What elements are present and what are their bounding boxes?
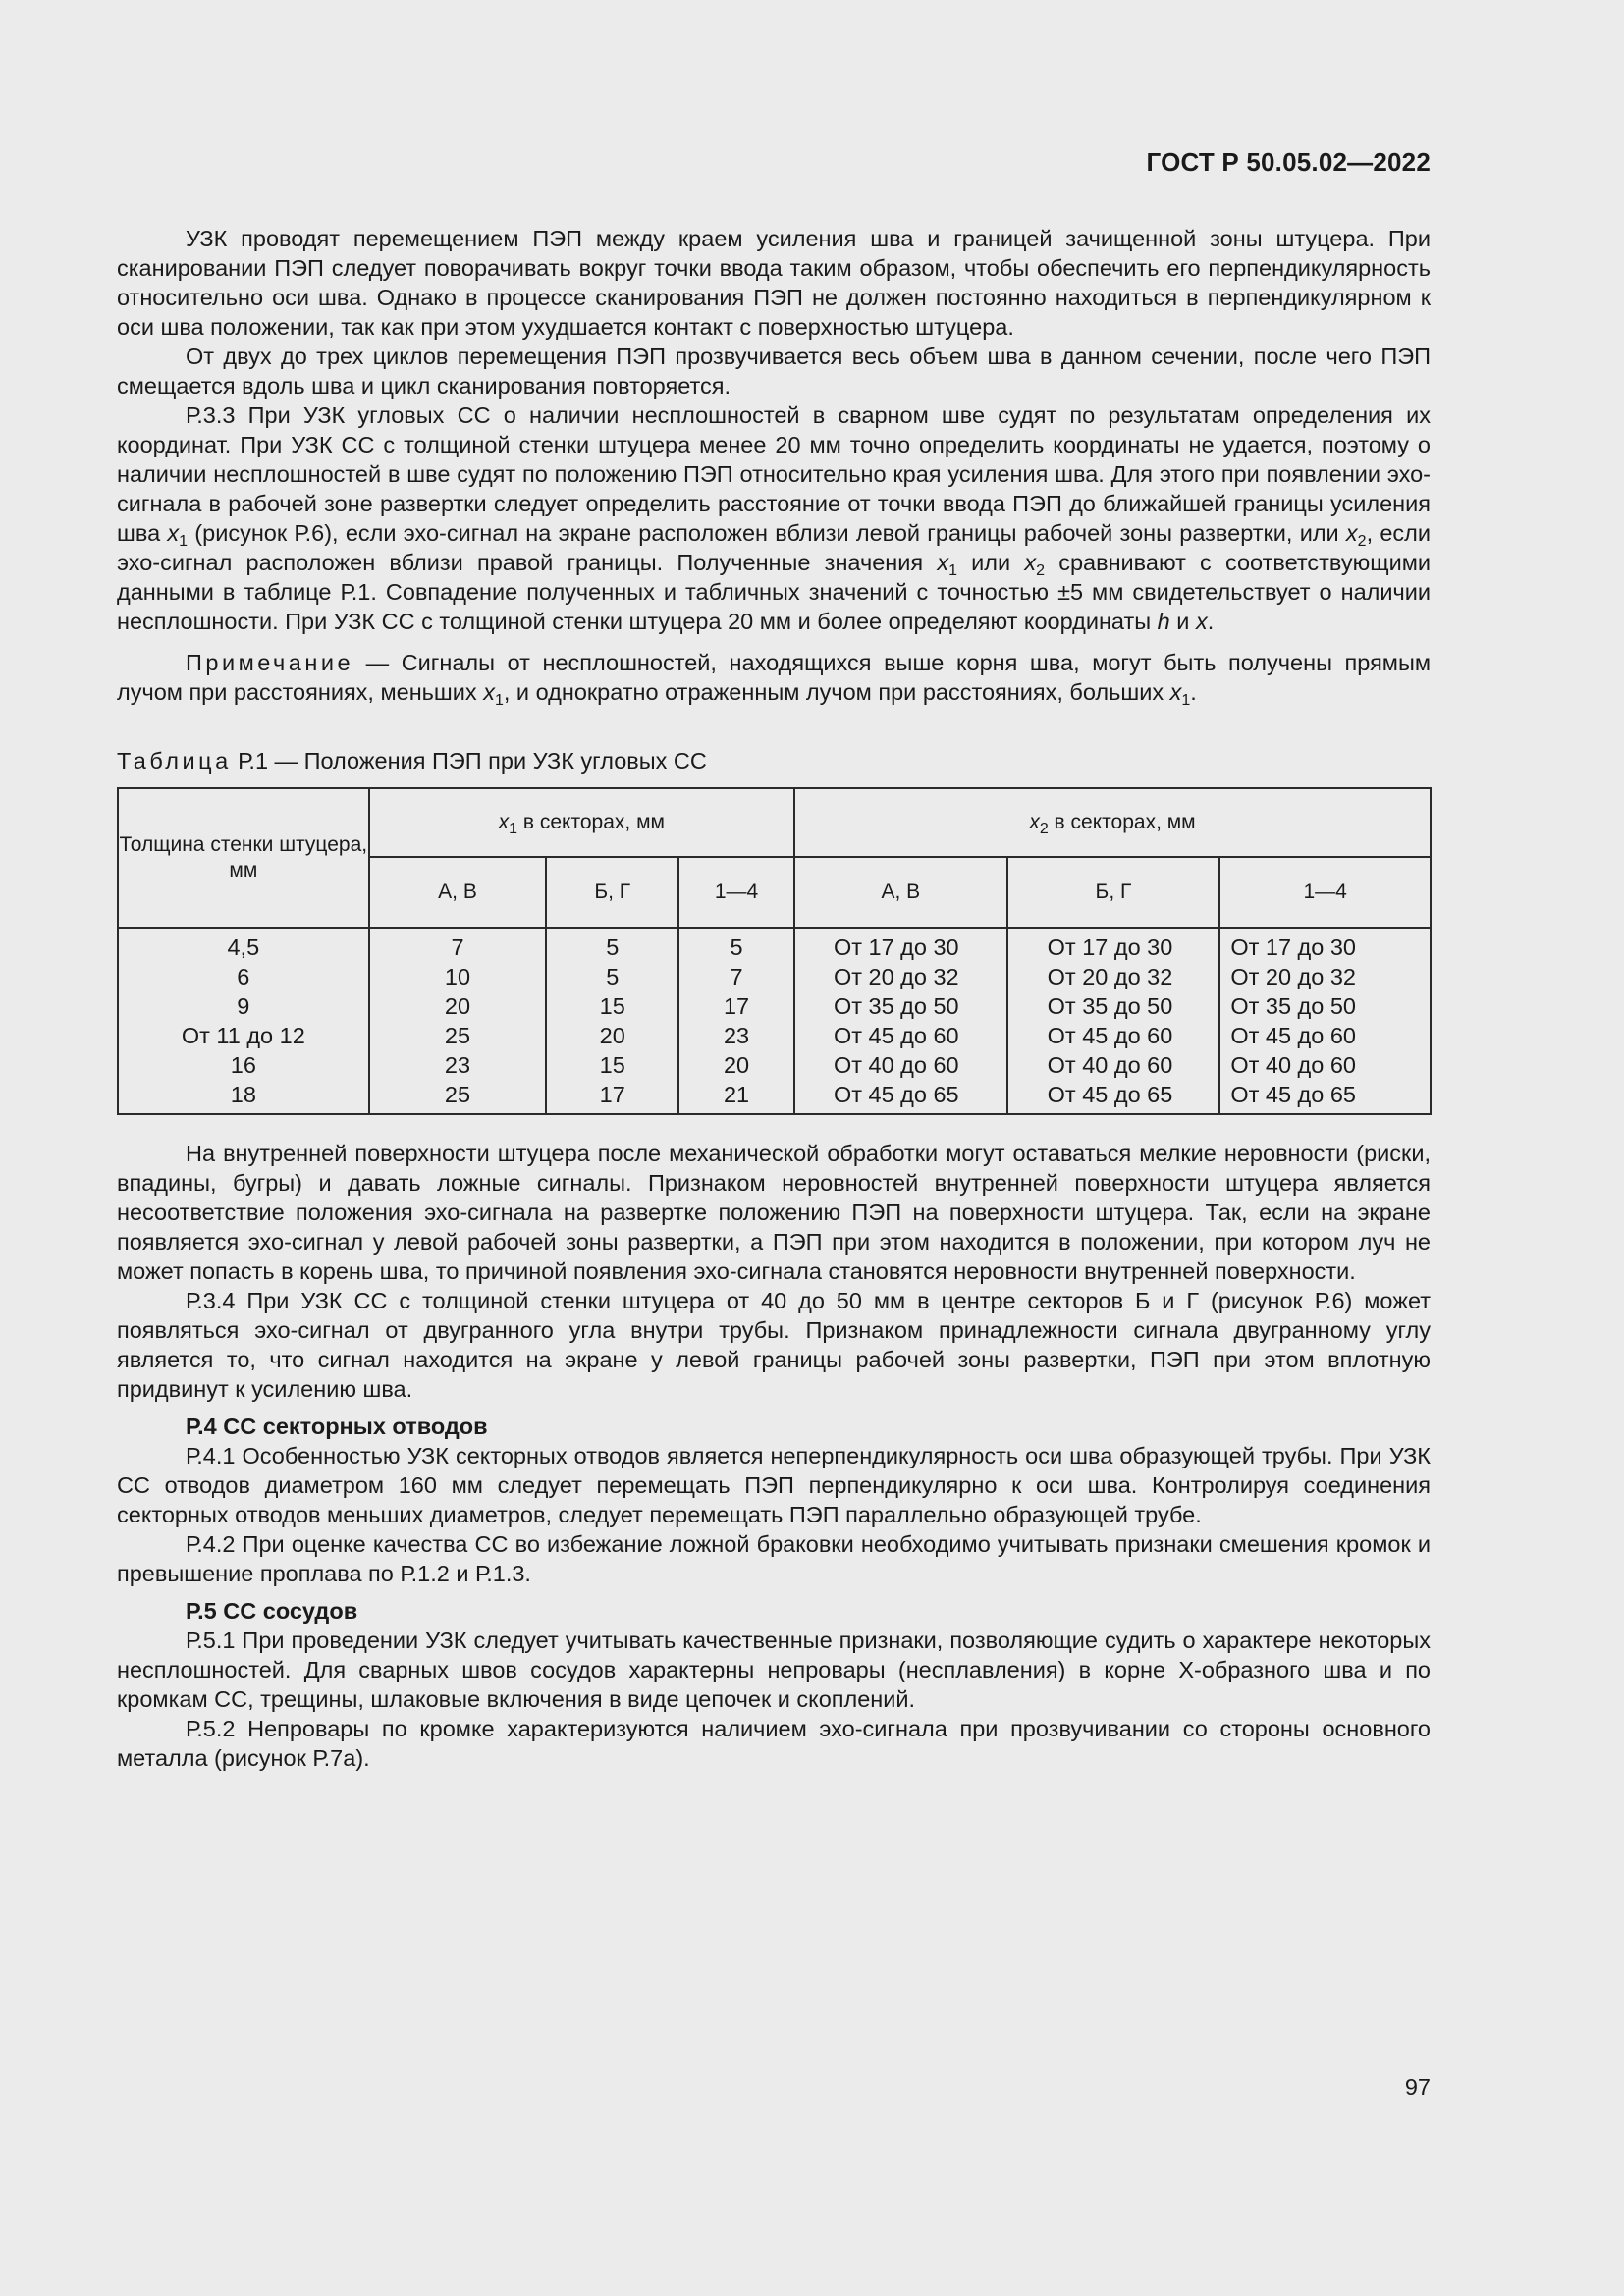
table-cell: 17 — [723, 993, 750, 1019]
paragraph-p33: Р.3.3 При УЗК угловых СС о наличии несплошностей в сварном шве судят по результатам определения их координат. При УЗК СС с толщиной стенки штуцера менее 20 мм точно определить координаты не удается, поэтому о наличии несплошностей в шве судят по положению ПЭП относительно края усиления шва. Для этого при появлении эхо-сигнала в рабочей зоне развертки следует определить расстояние от точки ввода ПЭП до ближайшей границы усиления шва $x_1$ (рисунок Р.6), если эхо-сигнал на экране расположен вблизи левой границы рабочей зоны развертки, или $x_2$, если эхо-сигнал расположен вблизи правой границы. Полученные значения $x_1$ или $x_2$ сравнивают с соответствующими данными в таблице Р.1. Совпадение полученных и табличных значений с точностью ±5 мм свидетельствует о наличии несплошности. При УЗК СС с толщиной стенки штуцера 20 мм и более определяют координаты h и x. — [117, 402, 1431, 634]
table-cell: От 35 до 50 — [833, 993, 959, 1019]
subheader-x1-av: А, В — [369, 857, 547, 928]
table-cell: От 17 до 30 — [833, 934, 959, 960]
table-cell: 18 — [230, 1082, 256, 1107]
table-cell: От 11 до 12 — [181, 1023, 305, 1048]
col-x1-14 — [678, 928, 794, 1114]
page-content — [117, 224, 1431, 1773]
subheader-x1-bg: Б, Г — [546, 857, 678, 928]
table-cell: 7 — [730, 964, 743, 989]
table-cell: 20 — [444, 993, 471, 1019]
table-cell: 20 — [599, 1023, 625, 1048]
table-cell: От 17 до 30 — [1230, 934, 1357, 960]
page-number: 97 — [1404, 2074, 1431, 2100]
section-title-p4: Р.4 СС секторных отводов — [186, 1414, 488, 1439]
table-cell: От 40 до 60 — [1047, 1052, 1173, 1078]
subheader-x1-14: 1—4 — [678, 857, 794, 928]
paragraph-p34: Р.3.4 При УЗК СС с толщиной стенки штуцера от 40 до 50 мм в центре секторов Б и Г (рисунок Р.6) может появляться эхо-сигнал от двугранного угла внутри трубы. Признаком принадлежности сигнала двугранному углу является то, что сигнал находится на экране у левой границы рабочей зоны развертки, ПЭП при этом вплотную придвинут к усилению шва. — [117, 1288, 1431, 1402]
table-cell: 5 — [730, 934, 743, 960]
table-cell: 9 — [237, 993, 250, 1019]
header-x2: $x_2$ в секторах, мм — [794, 788, 1431, 857]
col-x2-av — [794, 928, 1007, 1114]
section-title-p5: Р.5 СС сосудов — [186, 1598, 358, 1624]
table-cell: 5 — [606, 934, 620, 960]
table-cell: От 17 до 30 — [1047, 934, 1173, 960]
table-cell: От 45 до 60 — [1230, 1023, 1357, 1048]
table-cell: 17 — [599, 1082, 625, 1107]
table-cell: 20 — [723, 1052, 750, 1078]
header-thickness: Толщина стенки штуцера, мм — [118, 788, 369, 928]
table-cell: 5 — [606, 964, 620, 989]
paragraph-p51: Р.5.1 При проведении УЗК следует учитывать качественные признаки, позволяющие судить о характере некоторых несплошностей. Для сварных швов сосудов характерны непровары (несплавления) в корне Х-образного шва и по кромкам СС, трещины, шлаковые включения в виде цепочек и скоплений. — [117, 1628, 1431, 1712]
table-cell: От 45 до 60 — [1047, 1023, 1173, 1048]
paragraph-2: От двух до трех циклов перемещения ПЭП прозвучивается весь объем шва в данном сечении, после чего ПЭП смещается вдоль шва и цикл сканирования повторяется. — [117, 344, 1431, 399]
table-cell: От 35 до 50 — [1230, 993, 1357, 1019]
table-body — [118, 928, 1431, 1114]
paragraph-1: УЗК проводят перемещением ПЭП между краем усиления шва и границей зачищенной зоны штуцера. При сканировании ПЭП следует поворачивать вокруг точки ввода таким образом, чтобы обеспечить его перпендикулярность относительно оси шва. Однако в процессе сканирования ПЭП не должен постоянно находиться в перпендикулярном к оси шва положении, так как при этом ухудшается контакт с поверхностью штуцера. — [117, 226, 1431, 340]
table-cell: От 45 до 60 — [833, 1023, 959, 1048]
note-label: Примечание — [186, 650, 354, 675]
table-cell: 6 — [237, 964, 250, 989]
subheader-x2-14: 1—4 — [1219, 857, 1431, 928]
table-cell: От 40 до 60 — [833, 1052, 959, 1078]
paragraph-p42: Р.4.2 При оценке качества СС во избежание ложной браковки необходимо учитывать признаки смешения кромок и превышение проплава по Р.1.2 и Р.1.3. — [117, 1531, 1431, 1586]
table-cell: 23 — [444, 1052, 471, 1078]
table-cell: 21 — [723, 1082, 750, 1107]
paragraph-p41: Р.4.1 Особенностью УЗК секторных отводов является неперпендикулярность оси шва образующей трубы. При УЗК СС отводов диаметром 160 мм следует перемещать ПЭП перпендикулярно к оси шва. Контролируя соединения секторных отводов меньших диаметров, следует перемещать ПЭП параллельно образующей трубе. — [117, 1443, 1431, 1527]
col-x2-bg — [1007, 928, 1220, 1114]
table-cell: От 45 до 65 — [1230, 1082, 1357, 1107]
table-cell: 4,5 — [227, 934, 260, 960]
col-x2-14 — [1219, 928, 1431, 1114]
col-x1-bg — [546, 928, 678, 1114]
note: Примечание — Сигналы от несплошностей, находящихся выше корня шва, могут быть получены прямым лучом при расстояниях, меньших $x_1$, и однократно отраженным лучом при расстояниях, больших $x_1$. — [117, 650, 1431, 709]
table-cell: 15 — [599, 1052, 625, 1078]
subheader-x2-bg: Б, Г — [1007, 857, 1220, 928]
table-cell: От 20 до 32 — [833, 964, 959, 989]
table-cell: 25 — [444, 1023, 471, 1048]
table-cell: 7 — [451, 934, 464, 960]
col-thickness — [118, 928, 369, 1114]
header-x1: $x_1$ в секторах, мм — [369, 788, 794, 857]
col-x1-av — [369, 928, 547, 1114]
document-id: ГОСТ Р 50.05.02—2022 — [1146, 147, 1431, 177]
table-cell: От 20 до 32 — [1230, 964, 1357, 989]
table-cell: 10 — [444, 964, 471, 989]
paragraph-4: На внутренней поверхности штуцера после механической обработки могут оставаться мелкие неровности (риски, впадины, бугры) и давать ложные сигналы. Признаком неровностей внутренней поверхности штуцера является несоответствие положения эхо-сигнала на развертке положению ПЭП на поверхности штуцера. Так, если на экране появляется эхо-сигнал у левой рабочей зоны развертки, а ПЭП при этом находится в положении, при котором луч не может попасть в корень шва, то причиной появления эхо-сигнала становятся неровности внутренней поверхности. — [117, 1141, 1431, 1284]
table-cell: 23 — [723, 1023, 750, 1048]
table-cell: 15 — [599, 993, 625, 1019]
table-cell: От 20 до 32 — [1047, 964, 1173, 989]
table-cell: От 45 до 65 — [833, 1082, 959, 1107]
paragraph-p52: Р.5.2 Непровары по кромке характеризуются наличием эхо-сигнала при прозвучивании со стороны основного металла (рисунок Р.7а). — [117, 1716, 1431, 1771]
table-cell: 25 — [444, 1082, 471, 1107]
table-cell: От 40 до 60 — [1230, 1052, 1357, 1078]
table-cell: 16 — [230, 1052, 256, 1078]
table-cell: От 45 до 65 — [1047, 1082, 1173, 1107]
table-caption: Таблица Р.1 — Положения ПЭП при УЗК угловых СС — [117, 748, 707, 774]
data-table — [117, 787, 1432, 1115]
subheader-x2-av: А, В — [794, 857, 1007, 928]
table-cell: От 35 до 50 — [1047, 993, 1173, 1019]
